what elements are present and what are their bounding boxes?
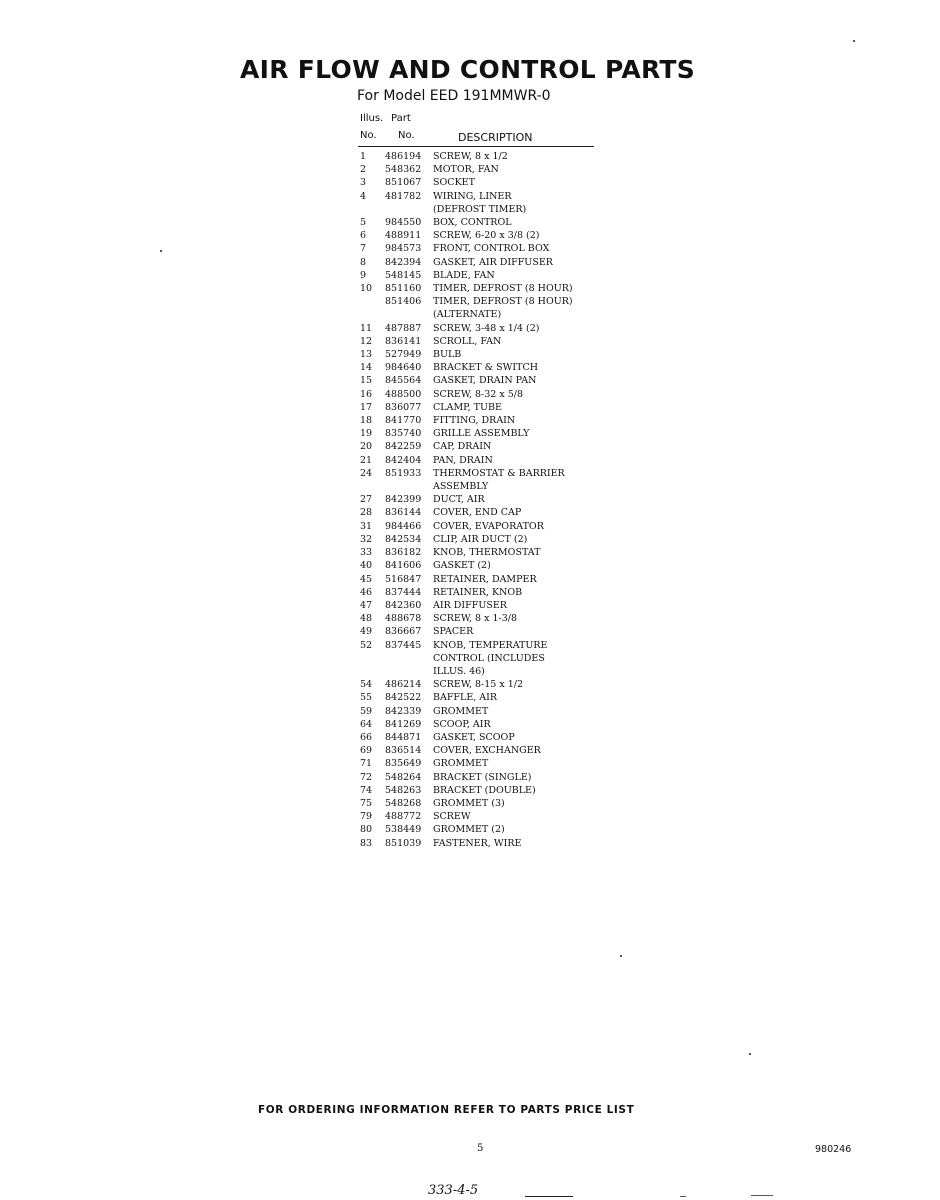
part-description: SCREW, 8 x 1-3/8 [433,613,517,625]
part-number: 837445 [385,639,422,651]
illus-number: 59 [360,705,373,717]
part-number: 836077 [385,401,422,413]
part-number: 527949 [385,349,422,361]
part-row [360,837,600,850]
part-number: 488500 [385,388,422,400]
illus-number: 2 [360,164,367,176]
illus-number: 46 [360,586,373,598]
handwritten-note: 333-4-5 [428,1183,479,1198]
part-number: 486194 [385,151,422,162]
part-description: RETAINER, DAMPER [433,573,537,585]
part-description: GASKET, DRAIN PAN [433,375,537,387]
illus-number: 10 [360,283,373,295]
part-description: GROMMET [433,758,489,770]
part-row [360,652,600,665]
illus-number: 75 [360,797,373,809]
part-description: MOTOR, FAN [433,164,499,176]
illus-number: 48 [360,613,373,625]
part-row [360,705,600,718]
part-number: 548362 [385,164,422,176]
illus-number [360,652,385,665]
part-row [360,599,600,612]
illus-number [360,203,385,216]
part-row [360,467,600,480]
illus-number: 18 [360,415,373,427]
part-description: SCREW, 6-20 x 3/8 (2) [433,230,540,242]
illus-number [360,295,385,308]
part-description: FITTING, DRAIN [433,415,516,427]
illus-number: 28 [360,507,373,519]
part-number [385,652,433,665]
part-number: 842522 [385,692,422,704]
part-row [360,810,600,823]
part-row [360,731,600,744]
part-number: 842259 [385,441,422,453]
part-description: DUCT, AIR [433,494,485,506]
part-row [360,427,600,440]
illus-number: 13 [360,349,373,361]
part-row [360,784,600,797]
part-description: SCREW, 8 x 1/2 [433,151,508,162]
part-row [360,176,600,189]
part-row [360,573,600,586]
part-number [385,665,433,678]
column-header-part: Part [391,113,411,124]
column-header-illus-no: No. [360,130,377,141]
part-description: GRILLE ASSEMBLY [433,428,530,440]
part-row [360,295,600,308]
part-number: 842394 [385,256,422,268]
illus-number: 21 [360,454,373,466]
illus-number: 64 [360,718,373,730]
part-number: 841770 [385,415,422,427]
part-description: CAP, DRAIN [433,441,492,453]
parts-list [360,150,600,850]
part-row [360,691,600,704]
illus-number: 27 [360,494,373,506]
part-description: (DEFROST TIMER) [433,203,527,215]
part-row [360,639,600,652]
part-description: SPACER [433,626,474,638]
document-code: 980246 [815,1144,852,1155]
column-header-description: DESCRIPTION [458,131,533,144]
header-rule [358,146,594,147]
part-number: 842339 [385,705,422,717]
part-row [360,506,600,519]
illus-number: 7 [360,243,367,255]
part-description: BRACKET & SWITCH [433,362,539,374]
part-description: COVER, EXCHANGER [433,745,541,757]
part-row [360,163,600,176]
part-number: 851160 [385,283,422,295]
illus-number: 52 [360,639,373,651]
column-header-illus: Illus. [360,113,384,124]
part-description: SCREW, 8-32 x 5/8 [433,388,524,400]
part-description: FRONT, CONTROL BOX [433,243,550,255]
part-row [360,559,600,572]
part-row [360,216,600,229]
page-number: 5 [477,1143,484,1154]
part-row [360,440,600,453]
part-description: PAN, DRAIN [433,454,493,466]
part-row [360,414,600,427]
part-description: COVER, END CAP [433,507,522,519]
illus-number [360,480,385,493]
part-description: CLIP, AIR DUCT (2) [433,533,528,545]
illus-number: 9 [360,269,367,281]
part-description: BAFFLE, AIR [433,692,498,704]
part-row [360,401,600,414]
part-description: WIRING, LINER [433,190,512,202]
illus-number: 32 [360,533,373,545]
part-description: GROMMET (3) [433,797,505,809]
part-description: KNOB, TEMPERATURE [433,639,548,651]
illus-number: 83 [360,837,373,849]
part-number: 516847 [385,573,422,585]
part-description: (ALTERNATE) [433,309,502,321]
part-number [385,203,433,216]
part-description: BRACKET (DOUBLE) [433,784,536,796]
part-number: 836514 [385,745,422,757]
ordering-note: FOR ORDERING INFORMATION REFER TO PARTS PRICE LIST [258,1104,635,1116]
part-number: 835740 [385,428,422,440]
part-row [360,612,600,625]
part-number: 548263 [385,784,422,796]
part-row [360,718,600,731]
illus-number: 66 [360,731,373,743]
part-number: 851406 [385,296,422,308]
part-row [360,520,600,533]
part-description: SCREW, 8-15 x 1/2 [433,679,524,691]
scan-speck [160,250,162,252]
illus-number: 12 [360,335,373,347]
part-description: AIR DIFFUSER [433,599,507,611]
part-number: 851067 [385,177,422,189]
part-row [360,533,600,546]
part-number: 538449 [385,824,422,836]
illus-number: 69 [360,745,373,757]
illus-number [360,308,385,321]
part-description: CLAMP, TUBE [433,401,502,413]
part-number: 842534 [385,533,422,545]
part-number [385,308,433,321]
illus-number: 5 [360,217,367,229]
part-description: GASKET (2) [433,560,491,572]
illus-number [360,665,385,678]
part-row [360,335,600,348]
part-row [360,480,600,493]
part-description: BULB [433,349,462,361]
part-description: SCREW, 3-48 x 1/4 (2) [433,322,540,334]
part-row [360,282,600,295]
illus-number: 74 [360,784,373,796]
part-row [360,771,600,784]
part-row [360,678,600,691]
illus-number: 3 [360,177,367,189]
part-description: ASSEMBLY [433,481,489,493]
part-description: TIMER, DEFROST (8 HOUR) [433,283,573,295]
illus-number: 79 [360,811,373,823]
part-row [360,150,600,163]
part-row [360,269,600,282]
illus-number: 14 [360,362,373,374]
illus-number: 1 [360,151,367,162]
part-number: 548264 [385,771,422,783]
part-description: SCOOP, AIR [433,718,491,730]
part-description: TIMER, DEFROST (8 HOUR) [433,296,573,308]
illus-number: 20 [360,441,373,453]
part-number: 836667 [385,626,422,638]
illus-number: 19 [360,428,373,440]
part-row [360,348,600,361]
part-number: 488911 [385,230,422,242]
handwritten-underline [525,1196,573,1197]
part-row [360,586,600,599]
part-number: 851039 [385,837,422,849]
scan-speck [853,40,855,42]
part-row [360,744,600,757]
page-title: AIR FLOW AND CONTROL PARTS [240,55,696,84]
part-number: 548145 [385,269,422,281]
part-number: 984466 [385,520,422,532]
part-description: GROMMET (2) [433,824,505,836]
part-row [360,361,600,374]
part-number: 841269 [385,718,422,730]
part-description: GROMMET [433,705,489,717]
illus-number: 45 [360,573,373,585]
part-description: BRACKET (SINGLE) [433,771,532,783]
part-description: SCROLL, FAN [433,335,502,347]
scan-speck [680,1196,686,1197]
illus-number: 49 [360,626,373,638]
part-description: ILLUS. 46) [433,665,485,677]
part-number [385,480,433,493]
illus-number: 31 [360,520,373,532]
illus-number: 33 [360,547,373,559]
part-number: 841606 [385,560,422,572]
part-number: 488678 [385,613,422,625]
scan-speck [749,1053,751,1055]
part-number: 984640 [385,362,422,374]
part-description: COVER, EVAPORATOR [433,520,544,532]
illus-number: 6 [360,230,367,242]
part-description: SCREW [433,811,471,823]
part-description: GASKET, SCOOP [433,731,515,743]
part-number: 842404 [385,454,422,466]
illus-number: 17 [360,401,373,413]
part-description: KNOB, THERMOSTAT [433,547,541,559]
part-row [360,229,600,242]
part-row [360,454,600,467]
part-description: SOCKET [433,177,475,189]
part-number: 842360 [385,599,422,611]
illus-number: 15 [360,375,373,387]
part-number: 837444 [385,586,422,598]
part-row [360,797,600,810]
part-row [360,242,600,255]
illus-number: 80 [360,824,373,836]
illus-number: 54 [360,679,373,691]
part-number: 835649 [385,758,422,770]
part-description: BLADE, FAN [433,269,495,281]
part-number: 548268 [385,797,422,809]
part-number: 851933 [385,467,422,479]
part-description: BOX, CONTROL [433,217,512,229]
part-number: 836182 [385,547,422,559]
scan-speck [620,955,622,957]
part-row [360,374,600,387]
part-row [360,322,600,335]
part-description: GASKET, AIR DIFFUSER [433,256,553,268]
part-number: 488772 [385,811,422,823]
part-row [360,625,600,638]
part-number: 486214 [385,679,422,691]
part-number: 984573 [385,243,422,255]
illus-number: 47 [360,599,373,611]
part-number: 487887 [385,322,422,334]
illus-number: 55 [360,692,373,704]
column-header-part-no: No. [398,130,415,141]
illus-number: 71 [360,758,373,770]
part-description: CONTROL (INCLUDES [433,652,545,664]
illus-number: 16 [360,388,373,400]
illus-number: 40 [360,560,373,572]
part-number: 844871 [385,731,422,743]
part-number: 984550 [385,217,422,229]
illus-number: 11 [360,322,373,334]
scan-speck [751,1195,773,1196]
part-row [360,203,600,216]
part-number: 836141 [385,335,422,347]
illus-number: 8 [360,256,367,268]
part-row [360,256,600,269]
illus-number: 4 [360,190,367,202]
part-number: 842399 [385,494,422,506]
part-row [360,190,600,203]
part-row [360,493,600,506]
part-description: FASTENER, WIRE [433,837,522,849]
part-description: RETAINER, KNOB [433,586,523,598]
illus-number: 72 [360,771,373,783]
part-row [360,757,600,770]
part-row [360,308,600,321]
illus-number: 24 [360,467,373,479]
part-number: 836144 [385,507,422,519]
part-row [360,546,600,559]
part-row [360,388,600,401]
part-description: THERMOSTAT & BARRIER [433,467,565,479]
part-number: 845564 [385,375,422,387]
model-subtitle: For Model EED 191MMWR-0 [357,88,551,104]
part-number: 481782 [385,190,422,202]
part-row [360,665,600,678]
part-row [360,823,600,836]
